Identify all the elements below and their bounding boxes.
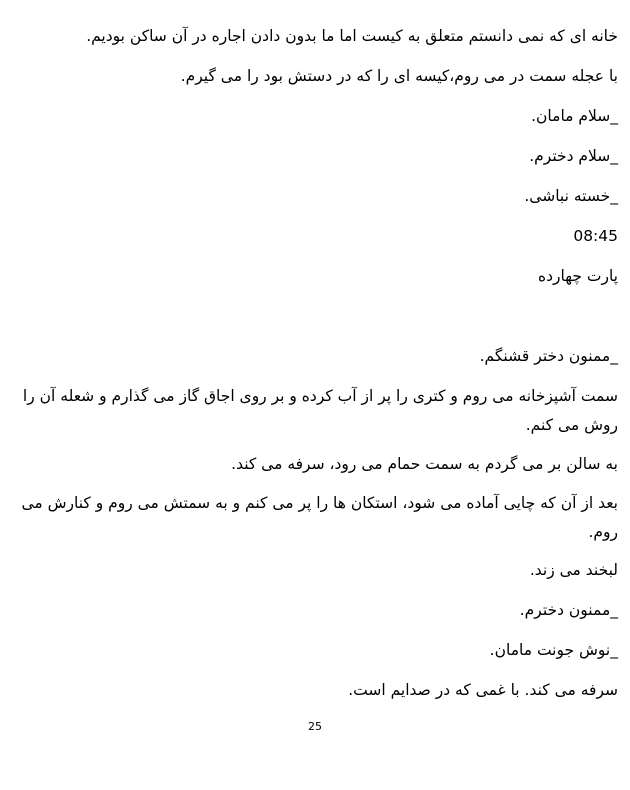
dialogue-line-4: _ممنون دختر قشنگم. <box>479 347 618 365</box>
dialogue-line-3: _خسته نباشی. <box>524 187 618 205</box>
dialogue-line-5: _ممنون دخترم. <box>519 601 618 619</box>
paragraph-6: لبخند می زند. <box>529 561 618 579</box>
time-stamp: 08:45 <box>573 227 618 245</box>
paragraph-5: بعد از آن که چایی آماده می شود، استکان ها را پر می کنم و به سمتش می روم و کنارش می روم. <box>21 494 618 541</box>
paragraph-3: سمت آشپزخانه می روم و کتری را پر از آب کرده و بر روی اجاق گاز می گذارم و شعله آن را روش می کنم. <box>22 387 618 434</box>
paragraph-1: خانه ای که نمی دانستم متعلق به کیست اما ما بدون دادن اجاره در آن ساکن بودیم. <box>86 27 618 45</box>
dialogue-line-2: _سلام دخترم. <box>529 147 618 165</box>
paragraph-2: با عجله سمت در می روم،کیسه ای را که در دستش بود را می گیرم. <box>180 67 618 85</box>
dialogue-line-6: _نوش جونت مامان. <box>489 641 618 659</box>
part-heading: پارت چهارده <box>538 267 618 285</box>
dialogue-line-1: _سلام مامان. <box>531 107 618 125</box>
paragraph-7: سرفه می کند. با غمی که در صدایم است. <box>348 681 618 699</box>
paragraph-4: به سالن بر می گردم به سمت حمام می رود، سرفه می کند. <box>231 455 618 473</box>
page-number: 25 <box>308 720 322 733</box>
